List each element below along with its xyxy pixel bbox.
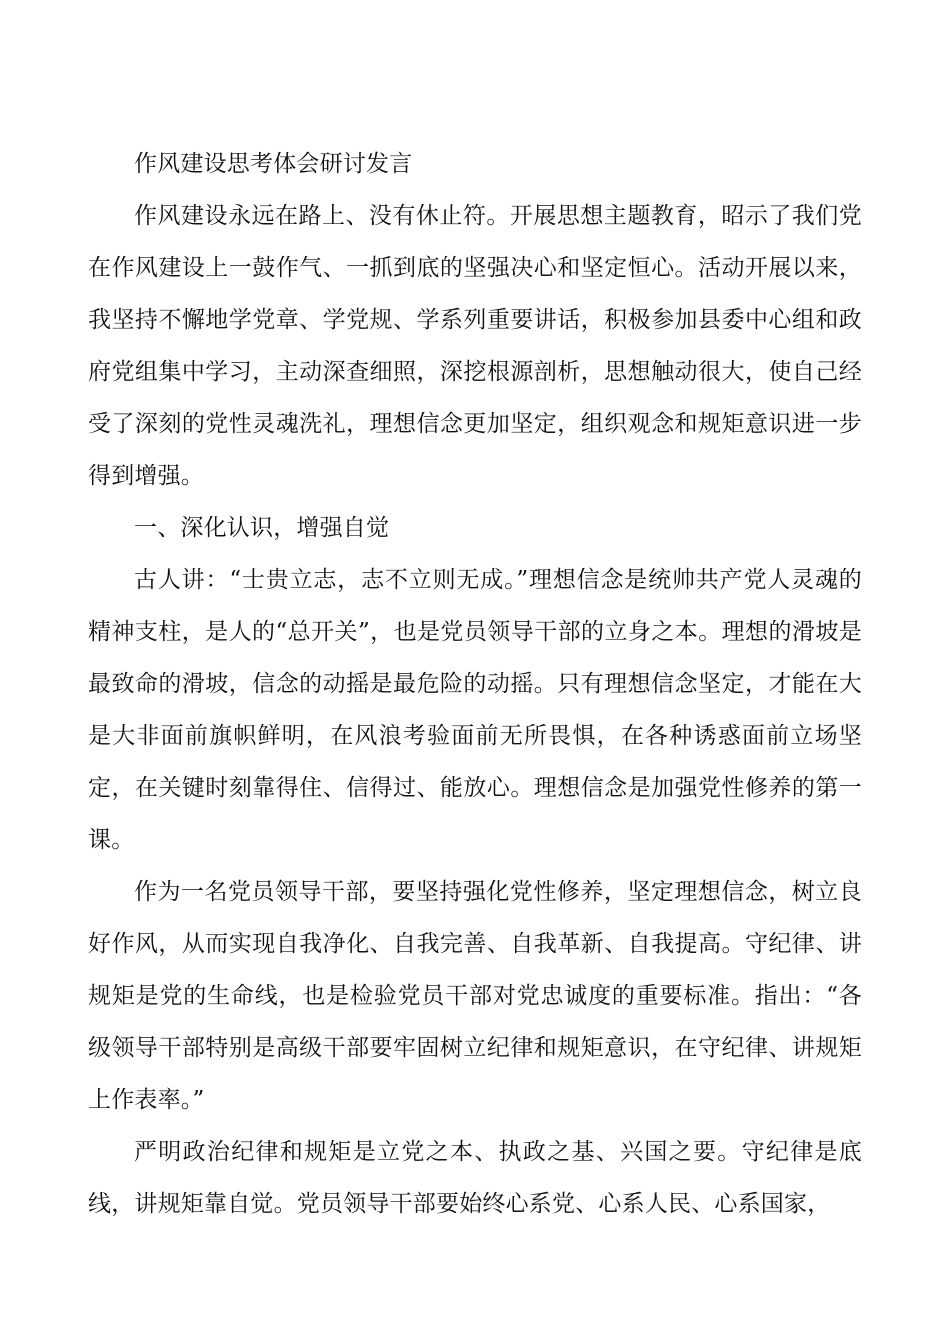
- document-body: [88, 138, 862, 1230]
- section-heading-1: 一、深化认识，增强自觉: [134, 515, 390, 541]
- paragraph-intro: 作风建设永远在路上、没有休止符。开展思想主题教育，昭示了我们党在作风建设上一鼓作气、一抓到底的坚强决心和坚定恒心。活动开展以来，我坚持不懈地学党章、学党规、学系列重要讲话，积极参加县委中心组和政府党组集中学习，主动深查细照，深挖根源剖析，思想触动很大，使自己经受了深刻的党性灵魂洗礼，理想信念更加坚定，组织观念和规矩意识进一步得到增强。: [88, 203, 862, 489]
- paragraph-discipline: 严明政治纪律和规矩是立党之本、执政之基、兴国之要。守纪律是底线，讲规矩靠自觉。党员领导干部要始终心系党、心系人民、心系国家，: [88, 1139, 862, 1217]
- paragraph-party-spirit: 作为一名党员领导干部，要坚持强化党性修养，坚定理想信念，树立良好作风，从而实现自我净化、自我完善、自我革新、自我提高。守纪律、讲规矩是党的生命线，也是检验党员干部对党忠诚度的重要标准。指出：“各级领导干部特别是高级干部要牢固树立纪律和规矩意识，在守纪律、讲规矩上作表率。”: [88, 879, 862, 1113]
- document-title: 作风建设思考体会研讨发言: [134, 151, 413, 177]
- paragraph-ideals: 古人讲：“士贵立志，志不立则无成。”理想信念是统帅共产党人灵魂的精神支柱，是人的“总开关”，也是党员领导干部的立身之本。理想的滑坡是最致命的滑坡，信念的动摇是最危险的动摇。只有理想信念坚定，才能在大是大非面前旗帜鲜明，在风浪考验面前无所畏惧，在各种诱惑面前立场坚定，在关键时刻靠得住、信得过、能放心。理想信念是加强党性修养的第一课。: [88, 567, 862, 853]
